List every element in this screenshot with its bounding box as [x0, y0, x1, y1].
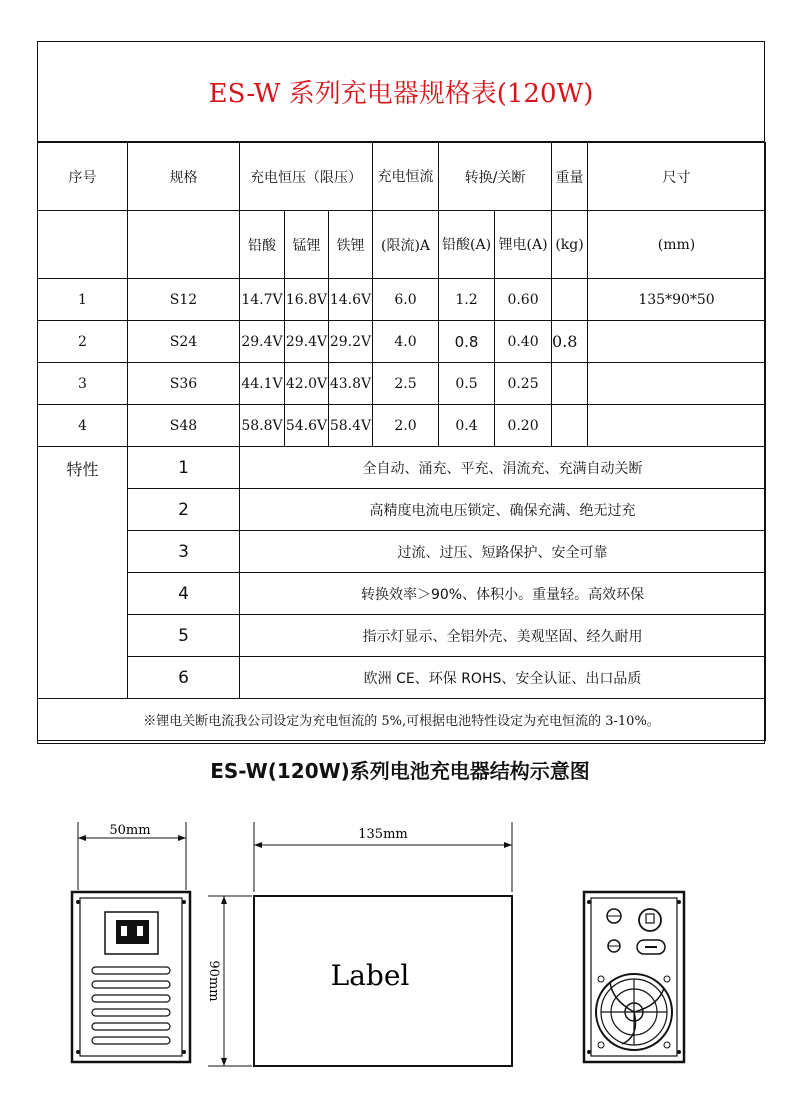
row-size-empty [588, 405, 766, 447]
table-row [38, 405, 766, 447]
feature-row [38, 657, 766, 699]
sheet-title: ES-W 系列充电器规格表(120W) [38, 42, 764, 142]
feature-num: 6 [128, 657, 240, 699]
front-view [72, 822, 190, 1062]
row-sw-lead: 0.8 [439, 321, 495, 363]
note-text: ※锂电关断电流我公司设定为充电恒流的 5%,可根据电池特性设定为充电恒流的 3-10%。 [38, 699, 766, 741]
row-index: 1 [38, 279, 128, 321]
side-view [206, 822, 512, 1066]
diagram-title: ES-W(120W)系列电池充电器结构示意图 [210, 759, 590, 783]
row-model: S12 [128, 279, 240, 321]
row-lead-acid: 44.1V [240, 363, 285, 405]
row-fe-li: 58.4V [329, 405, 373, 447]
header-row [38, 143, 766, 211]
note-row [38, 699, 766, 741]
structure-diagram [0, 800, 800, 1094]
table-row [38, 279, 766, 321]
row-sw-li: 0.40 [495, 321, 552, 363]
feature-row [38, 489, 766, 531]
row-sw-li: 0.25 [495, 363, 552, 405]
subheader-empty [128, 211, 240, 279]
header-cc: 充电恒流 [373, 143, 439, 211]
row-index: 2 [38, 321, 128, 363]
row-lead-acid: 14.7V [240, 279, 285, 321]
row-cc: 2.5 [373, 363, 439, 405]
header-size: 尺寸 [588, 143, 766, 211]
row-mn-li: 16.8V [285, 279, 329, 321]
dim-length-label: 135mm [358, 827, 408, 842]
row-mn-li: 54.6V [285, 405, 329, 447]
row-size-empty [588, 363, 766, 405]
feature-row [38, 531, 766, 573]
feature-text: 转换效率＞90%、体积小。重量轻。高效环保 [240, 573, 766, 615]
row-cc: 6.0 [373, 279, 439, 321]
feature-text: 过流、过压、短路保护、安全可靠 [240, 531, 766, 573]
row-weight: 0.8 [552, 321, 588, 363]
dim-height-label: 90mm [206, 960, 221, 1002]
feature-text: 指示灯显示、全铝外壳、美观坚固、经久耐用 [240, 615, 766, 657]
header-weight: 重量 [552, 143, 588, 211]
row-model: S48 [128, 405, 240, 447]
row-size-empty [588, 321, 766, 363]
row-fe-li: 14.6V [329, 279, 373, 321]
row-weight-empty [552, 279, 588, 321]
subheader-empty [38, 211, 128, 279]
row-mn-li: 42.0V [285, 363, 329, 405]
feature-num: 3 [128, 531, 240, 573]
row-cc: 2.0 [373, 405, 439, 447]
feature-num: 4 [128, 573, 240, 615]
row-sw-li: 0.60 [495, 279, 552, 321]
table-row [38, 321, 766, 363]
row-size: 135*90*50 [588, 279, 766, 321]
subheader-cc-unit: (限流)A [373, 211, 439, 279]
rear-view [584, 892, 684, 1062]
row-fe-li: 29.2V [329, 321, 373, 363]
row-model: S36 [128, 363, 240, 405]
feature-row [38, 615, 766, 657]
fan-icon [596, 974, 672, 1050]
row-fe-li: 43.8V [329, 363, 373, 405]
row-sw-li: 0.20 [495, 405, 552, 447]
feature-num: 5 [128, 615, 240, 657]
feature-row [38, 573, 766, 615]
header-index: 序号 [38, 143, 128, 211]
row-cc: 4.0 [373, 321, 439, 363]
label-text: Label [330, 959, 410, 992]
subheader-lead-acid: 铅酸 [240, 211, 285, 279]
subheader-mn-li: 锰锂 [285, 211, 329, 279]
row-weight-empty [552, 363, 588, 405]
feature-num: 2 [128, 489, 240, 531]
subheader-sw-li: 锂电(A) [495, 211, 552, 279]
features-label: 特性 [38, 447, 128, 699]
subheader-row [38, 211, 766, 279]
subheader-fe-li: 铁锂 [329, 211, 373, 279]
row-index: 4 [38, 405, 128, 447]
feature-text: 欧洲 CE、环保 ROHS、安全认证、出口品质 [240, 657, 766, 699]
row-model: S24 [128, 321, 240, 363]
row-lead-acid: 29.4V [240, 321, 285, 363]
feature-text: 全自动、涌充、平充、涓流充、充满自动关断 [240, 447, 766, 489]
row-index: 3 [38, 363, 128, 405]
header-model: 规格 [128, 143, 240, 211]
feature-row [38, 447, 766, 489]
row-sw-lead: 1.2 [439, 279, 495, 321]
row-mn-li: 29.4V [285, 321, 329, 363]
spec-table [37, 142, 766, 741]
row-sw-lead: 0.4 [439, 405, 495, 447]
row-weight-empty [552, 405, 588, 447]
header-switch: 转换/关断 [439, 143, 552, 211]
row-sw-lead: 0.5 [439, 363, 495, 405]
spec-sheet [37, 41, 765, 744]
header-cv: 充电恒压（限压） [240, 143, 373, 211]
dim-width-label: 50mm [109, 823, 151, 838]
row-lead-acid: 58.8V [240, 405, 285, 447]
subheader-sw-lead: 铅酸(A) [439, 211, 495, 279]
subheader-weight-unit: (kg) [552, 211, 588, 279]
subheader-size-unit: (mm) [588, 211, 766, 279]
feature-text: 高精度电流电压锁定、确保充满、绝无过充 [240, 489, 766, 531]
table-row [38, 363, 766, 405]
feature-num: 1 [128, 447, 240, 489]
